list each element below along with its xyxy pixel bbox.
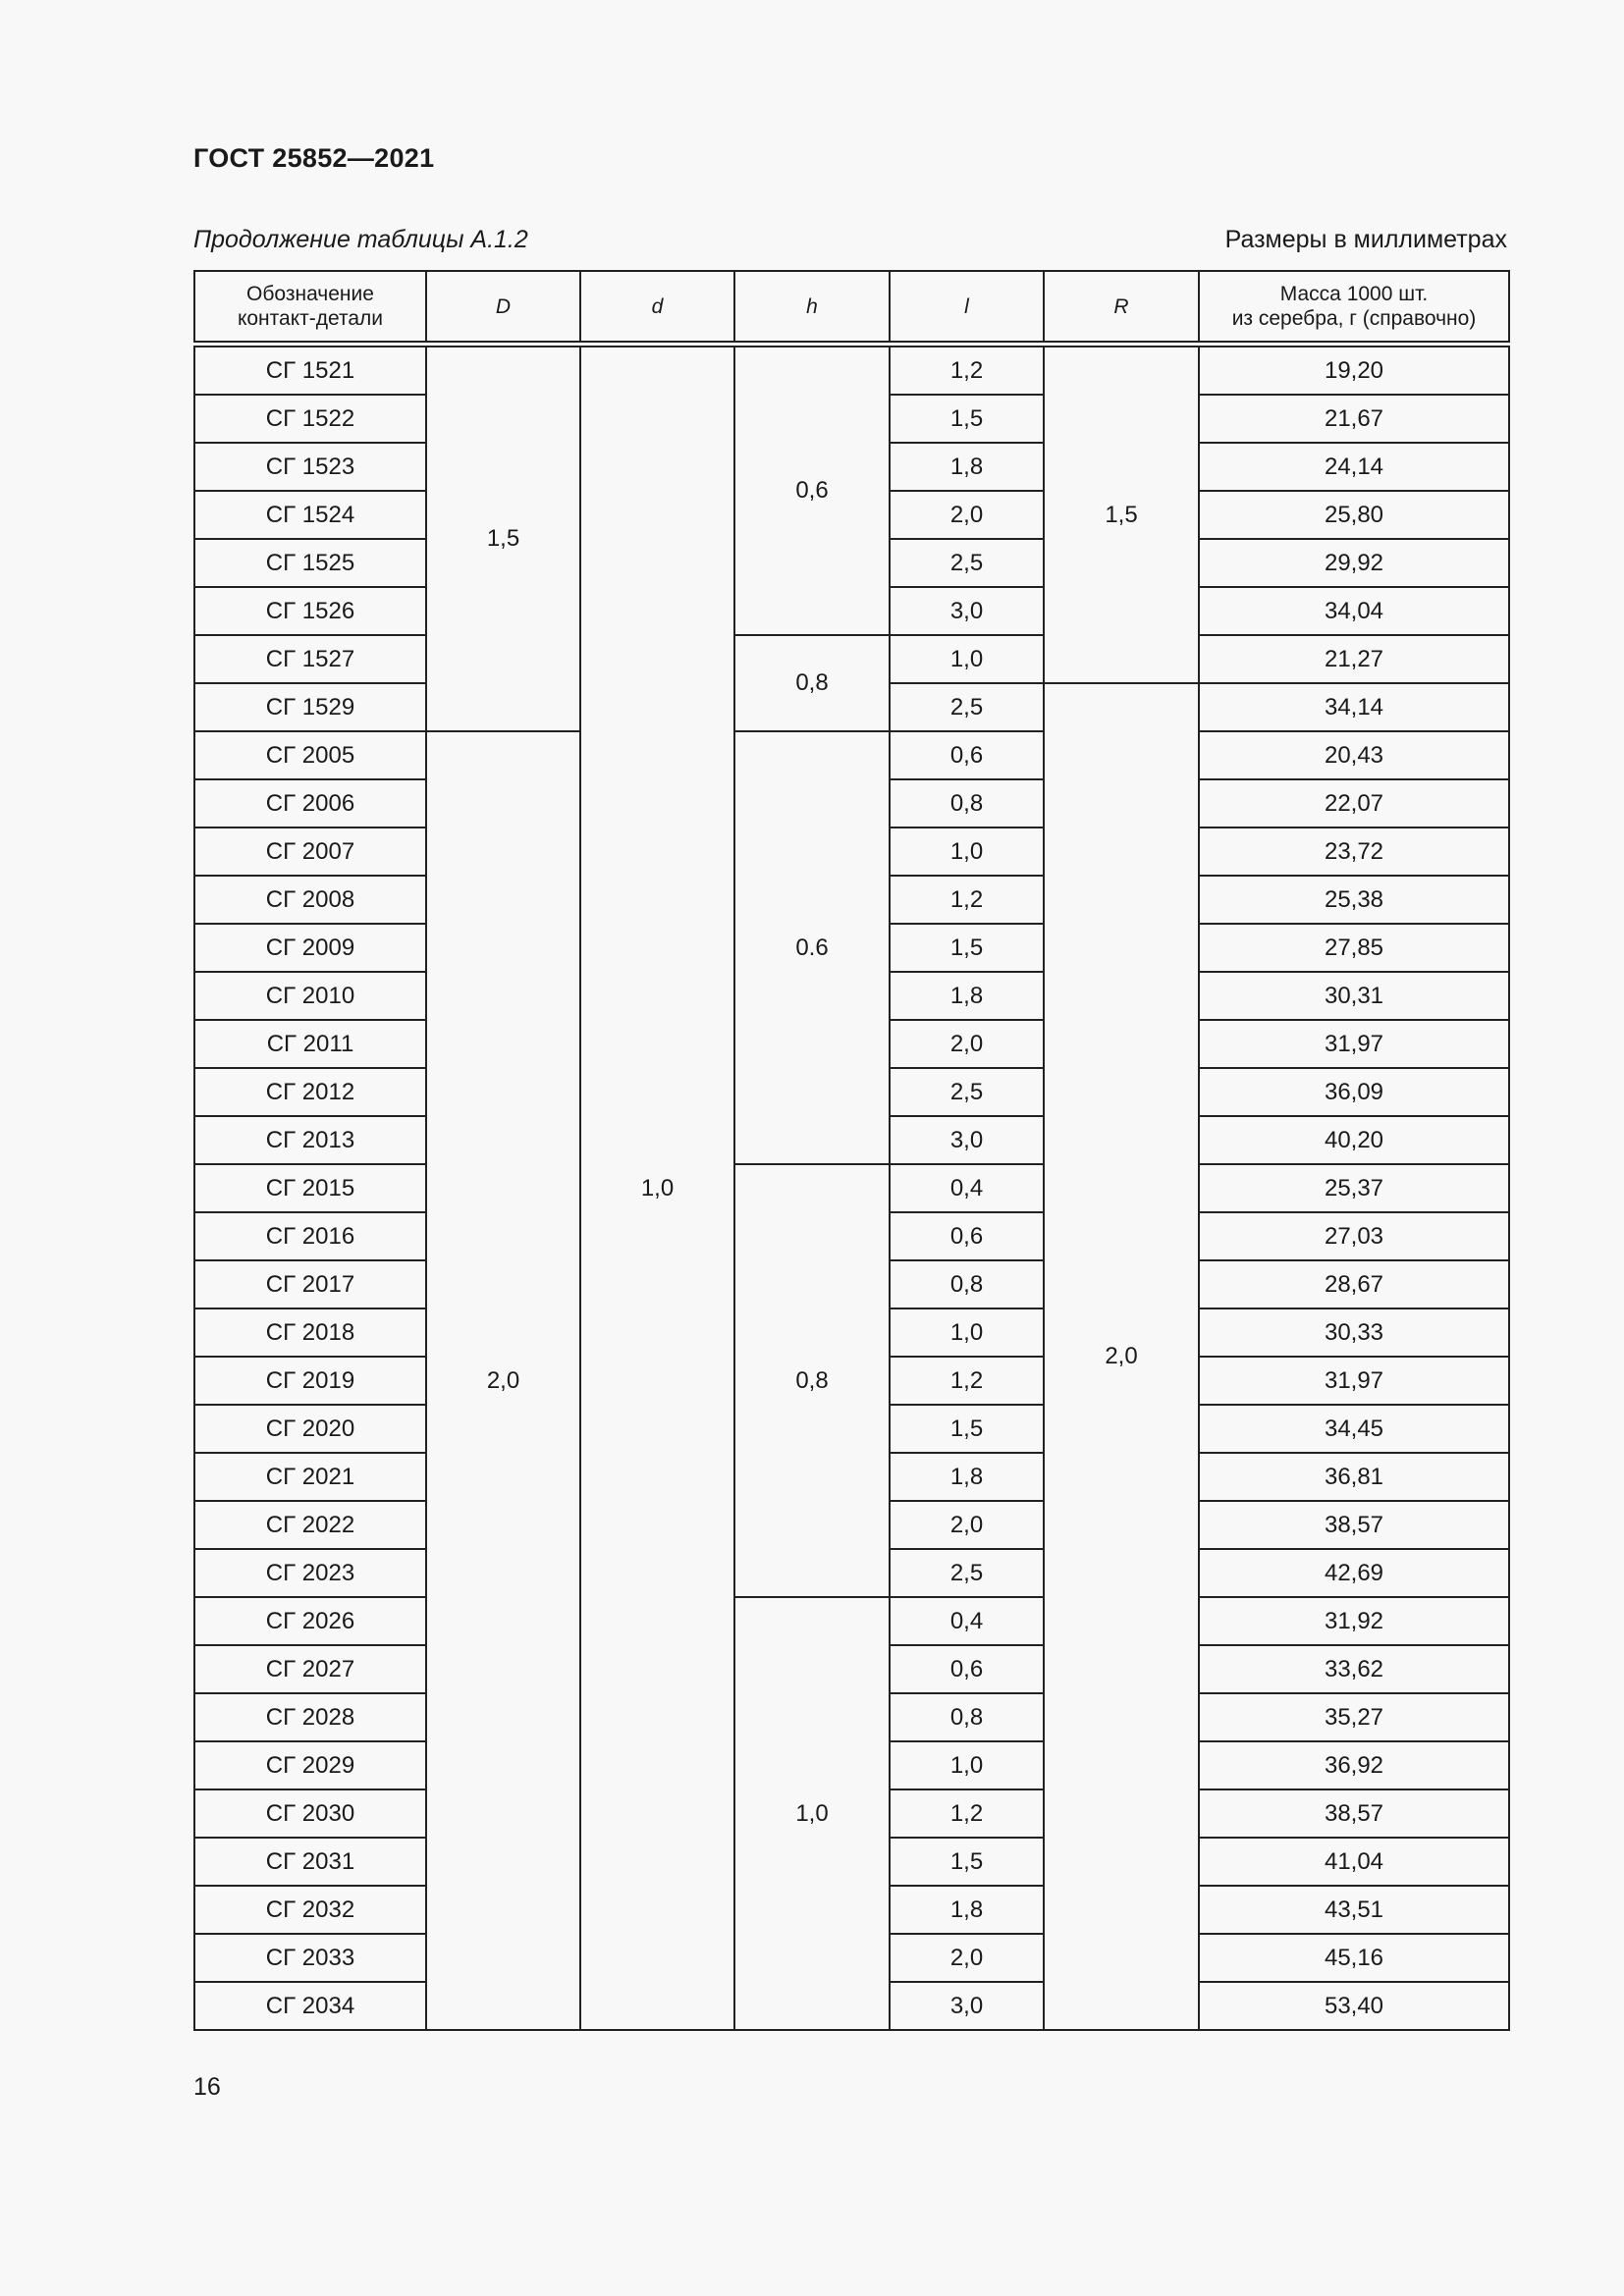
cell-mass: 36,81 [1199,1453,1509,1501]
cell-mass: 43,51 [1199,1886,1509,1934]
cell-designation: СГ 2019 [194,1357,426,1405]
cell-l: 1,0 [890,828,1044,876]
cell-designation: СГ 2005 [194,731,426,779]
cell-designation: СГ 1529 [194,683,426,731]
cell-mass: 25,80 [1199,491,1509,539]
cell-l: 1,5 [890,1838,1044,1886]
cell-l: 2,5 [890,1549,1044,1597]
cell-mass: 28,67 [1199,1260,1509,1308]
cell-mass: 21,27 [1199,635,1509,683]
cell-mass: 53,40 [1199,1982,1509,2030]
units-note: Размеры в миллиметрах [1224,226,1507,253]
cell-designation: СГ 2013 [194,1116,426,1164]
cell-designation: СГ 1524 [194,491,426,539]
cell-designation: СГ 2011 [194,1020,426,1068]
cell-mass: 31,97 [1199,1020,1509,1068]
cell-designation: СГ 2021 [194,1453,426,1501]
col-header-D: D [426,271,580,345]
cell-l: 1,8 [890,443,1044,491]
cell-designation: СГ 2009 [194,924,426,972]
table-body [194,345,1509,2031]
table-row [194,345,1509,396]
cell-h: 0.6 [734,731,890,1164]
cell-l: 1,2 [890,345,1044,396]
cell-designation: СГ 1523 [194,443,426,491]
cell-designation: СГ 1522 [194,395,426,443]
cell-mass: 25,37 [1199,1164,1509,1212]
cell-designation: СГ 2030 [194,1789,426,1838]
cell-designation: СГ 2031 [194,1838,426,1886]
cell-mass: 19,20 [1199,345,1509,396]
cell-l: 2,0 [890,1934,1044,1982]
col-header-h: h [734,271,890,345]
cell-h: 0,8 [734,635,890,731]
col-header-mass-line1: Масса 1000 шт. [1279,283,1429,305]
cell-h: 0,6 [734,345,890,636]
cell-mass: 33,62 [1199,1645,1509,1693]
cell-R: 2,0 [1044,683,1199,2030]
cell-l: 0,8 [890,779,1044,828]
cell-l: 1,0 [890,1308,1044,1357]
cell-designation: СГ 1526 [194,587,426,635]
cell-designation: СГ 2034 [194,1982,426,2030]
cell-h: 1,0 [734,1597,890,2030]
cell-h: 0,8 [734,1164,890,1597]
col-header-designation [194,271,426,345]
cell-mass: 34,04 [1199,587,1509,635]
cell-designation: СГ 2015 [194,1164,426,1212]
page-number: 16 [193,2073,221,2101]
cell-mass: 34,14 [1199,683,1509,731]
cell-designation: СГ 2033 [194,1934,426,1982]
table-row [194,635,1509,683]
cell-l: 0,4 [890,1164,1044,1212]
cell-mass: 36,09 [1199,1068,1509,1116]
cell-l: 0,6 [890,1212,1044,1260]
col-header-l: l [890,271,1044,345]
cell-l: 2,0 [890,1020,1044,1068]
table-header-row [194,271,1509,345]
cell-l: 1,0 [890,635,1044,683]
cell-designation: СГ 2027 [194,1645,426,1693]
cell-l: 0,4 [890,1597,1044,1645]
cell-designation: СГ 1521 [194,345,426,396]
cell-l: 3,0 [890,1116,1044,1164]
table-caption: Продолжение таблицы А.1.2 [193,226,528,253]
dimensions-table [193,270,1510,2031]
cell-l: 1,2 [890,876,1044,924]
table-row [194,731,1509,779]
cell-mass: 35,27 [1199,1693,1509,1741]
cell-designation: СГ 2017 [194,1260,426,1308]
col-header-d: d [580,271,734,345]
cell-designation: СГ 2028 [194,1693,426,1741]
cell-designation: СГ 2012 [194,1068,426,1116]
cell-mass: 41,04 [1199,1838,1509,1886]
cell-mass: 40,20 [1199,1116,1509,1164]
cell-l: 2,5 [890,1068,1044,1116]
cell-designation: СГ 1525 [194,539,426,587]
document-code: ГОСТ 25852—2021 [193,143,435,173]
cell-designation: СГ 1527 [194,635,426,683]
cell-mass: 24,14 [1199,443,1509,491]
cell-l: 1,8 [890,972,1044,1020]
cell-l: 1,8 [890,1453,1044,1501]
cell-l: 1,2 [890,1357,1044,1405]
cell-designation: СГ 2006 [194,779,426,828]
cell-designation: СГ 2008 [194,876,426,924]
cell-mass: 22,07 [1199,779,1509,828]
cell-l: 0,6 [890,1645,1044,1693]
cell-D: 1,5 [426,345,580,732]
col-header-mass [1199,271,1509,345]
cell-designation: СГ 2029 [194,1741,426,1789]
cell-mass: 20,43 [1199,731,1509,779]
cell-mass: 29,92 [1199,539,1509,587]
cell-mass: 36,92 [1199,1741,1509,1789]
cell-l: 2,0 [890,491,1044,539]
cell-l: 1,5 [890,1405,1044,1453]
cell-mass: 25,38 [1199,876,1509,924]
cell-mass: 30,31 [1199,972,1509,1020]
cell-l: 1,5 [890,924,1044,972]
cell-mass: 31,97 [1199,1357,1509,1405]
cell-designation: СГ 2022 [194,1501,426,1549]
cell-l: 1,5 [890,395,1044,443]
cell-designation: СГ 2007 [194,828,426,876]
cell-designation: СГ 2010 [194,972,426,1020]
cell-designation: СГ 2032 [194,1886,426,1934]
cell-l: 1,8 [890,1886,1044,1934]
cell-mass: 30,33 [1199,1308,1509,1357]
cell-l: 2,0 [890,1501,1044,1549]
cell-l: 1,0 [890,1741,1044,1789]
cell-l: 2,5 [890,539,1044,587]
cell-mass: 23,72 [1199,828,1509,876]
cell-d: 1,0 [580,345,734,2031]
col-header-designation-line2: контакт-детали [237,307,384,330]
cell-mass: 27,03 [1199,1212,1509,1260]
cell-mass: 31,92 [1199,1597,1509,1645]
table-row [194,1164,1509,1212]
cell-designation: СГ 2023 [194,1549,426,1597]
cell-mass: 45,16 [1199,1934,1509,1982]
cell-designation: СГ 2020 [194,1405,426,1453]
col-header-R: R [1044,271,1199,345]
cell-designation: СГ 2026 [194,1597,426,1645]
cell-mass: 38,57 [1199,1789,1509,1838]
col-header-mass-line2: из серебра, г (справочно) [1231,307,1477,330]
cell-R: 1,5 [1044,345,1199,684]
cell-l: 0,8 [890,1260,1044,1308]
cell-l: 1,2 [890,1789,1044,1838]
cell-mass: 34,45 [1199,1405,1509,1453]
cell-l: 3,0 [890,1982,1044,2030]
cell-l: 0,6 [890,731,1044,779]
cell-mass: 38,57 [1199,1501,1509,1549]
col-header-designation-line1: Обозначение [246,283,374,305]
table-row [194,1597,1509,1645]
cell-l: 0,8 [890,1693,1044,1741]
cell-designation: СГ 2016 [194,1212,426,1260]
cell-l: 2,5 [890,683,1044,731]
cell-mass: 21,67 [1199,395,1509,443]
cell-mass: 27,85 [1199,924,1509,972]
cell-mass: 42,69 [1199,1549,1509,1597]
cell-designation: СГ 2018 [194,1308,426,1357]
cell-D: 2,0 [426,731,580,2030]
cell-l: 3,0 [890,587,1044,635]
